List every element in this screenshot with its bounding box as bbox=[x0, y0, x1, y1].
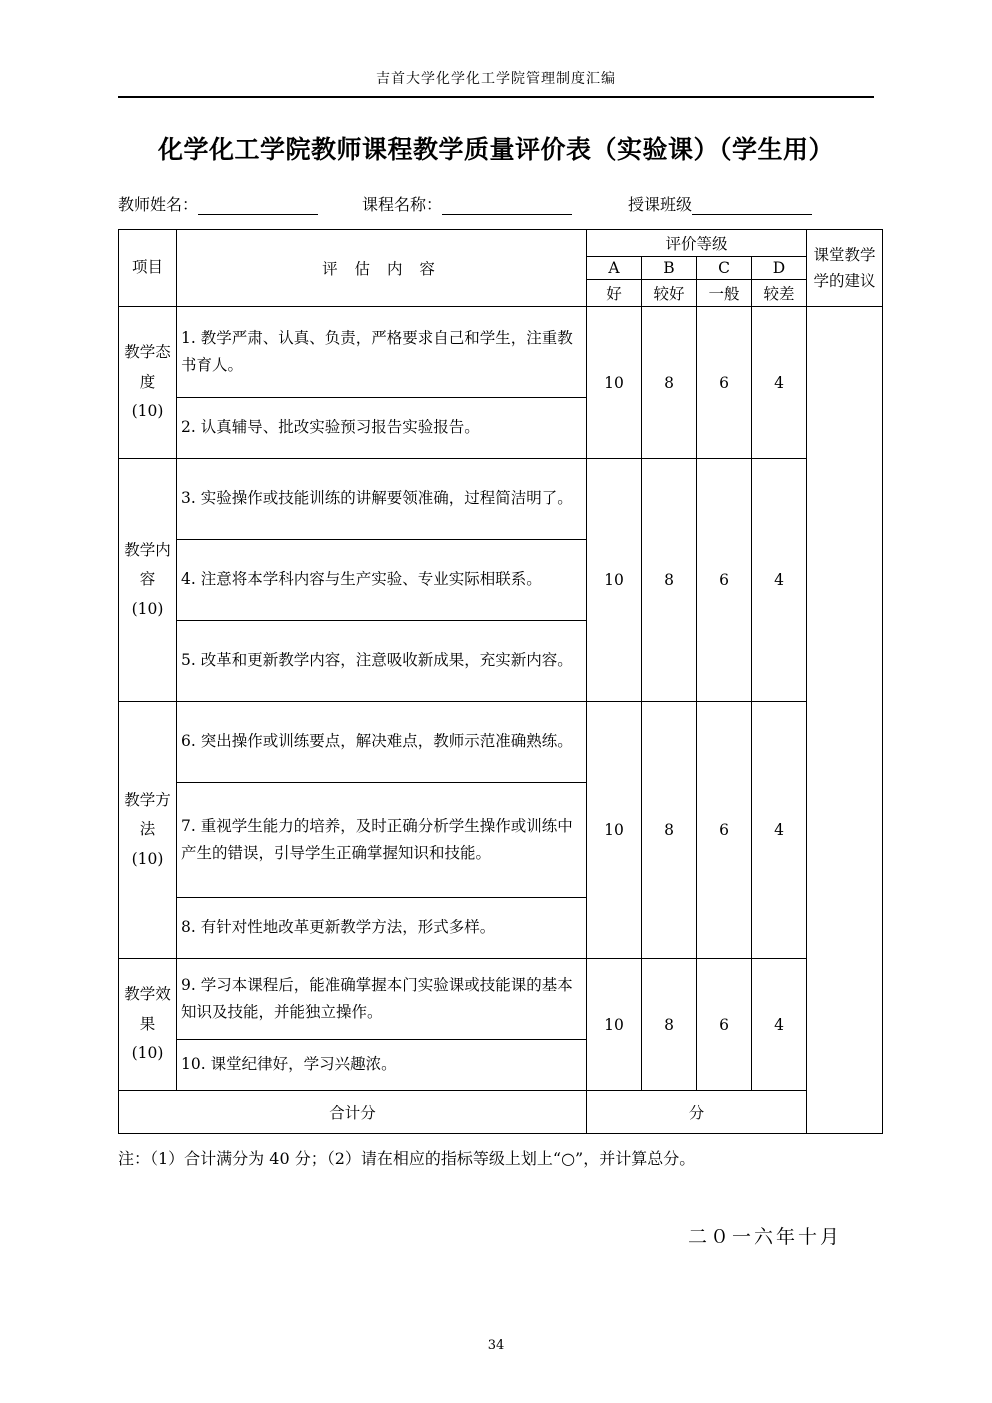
criterion-6: 6. 突出操作或训练要点，解决难点，教师示范准确熟练。 bbox=[177, 702, 587, 783]
score-4-b[interactable]: 8 bbox=[642, 959, 697, 1091]
header-word-c: 一般 bbox=[697, 280, 752, 307]
class-label: 授课班级 bbox=[628, 195, 693, 214]
header-grade-a: A bbox=[587, 257, 642, 280]
section-weight-2: (10) bbox=[131, 599, 164, 618]
score-3-d[interactable]: 4 bbox=[752, 702, 807, 959]
section-label-1 bbox=[119, 307, 177, 459]
form-note: 注：（1）合计满分为 40 分；（2）请在相应的指标等级上划上“○”，并计算总分。 bbox=[118, 1149, 696, 1168]
score-4-a[interactable]: 10 bbox=[587, 959, 642, 1091]
score-3-b[interactable]: 8 bbox=[642, 702, 697, 959]
teacher-name-blank[interactable] bbox=[198, 199, 318, 215]
header-grade-group: 评价等级 bbox=[587, 230, 807, 257]
criterion-5: 5. 改革和更新教学内容，注意吸收新成果，充实新内容。 bbox=[177, 621, 587, 702]
score-2-b[interactable]: 8 bbox=[642, 459, 697, 702]
criterion-3: 3. 实验操作或技能训练的讲解要领准确，过程简洁明了。 bbox=[177, 459, 587, 540]
header-grade-d: D bbox=[752, 257, 807, 280]
section-label-4 bbox=[119, 959, 177, 1091]
total-row bbox=[119, 1091, 883, 1134]
score-1-a[interactable]: 10 bbox=[587, 307, 642, 459]
section-weight-1: (10) bbox=[131, 402, 164, 421]
header-item: 项目 bbox=[119, 230, 177, 307]
header-content: 评 估 内 容 bbox=[177, 230, 587, 307]
header-word-a: 好 bbox=[587, 280, 642, 307]
date-signature: 二０一六年十月 bbox=[687, 1225, 842, 1248]
advice-input-cell[interactable] bbox=[807, 307, 883, 1134]
header-grade-b: B bbox=[642, 257, 697, 280]
criterion-7: 7. 重视学生能力的培养，及时正确分析学生操作或训练中产生的错误，引导学生正确掌握知识和技能。 bbox=[177, 783, 587, 898]
header-word-b: 较好 bbox=[642, 280, 697, 307]
table-row bbox=[119, 702, 883, 783]
teacher-name-label: 教师姓名： bbox=[118, 195, 199, 214]
page-number: 34 bbox=[487, 1338, 505, 1353]
section-name-2: 教学内容 bbox=[124, 540, 171, 589]
header-word-d: 较差 bbox=[752, 280, 807, 307]
course-name-field[interactable] bbox=[362, 192, 572, 215]
class-field[interactable] bbox=[628, 192, 812, 215]
table-header-row-1 bbox=[119, 230, 883, 257]
section-name-1: 教学态度 bbox=[124, 343, 171, 391]
form-meta-row bbox=[118, 192, 874, 215]
section-name-4: 教学效果 bbox=[124, 985, 171, 1033]
course-name-label: 课程名称： bbox=[362, 195, 443, 214]
score-2-a[interactable]: 10 bbox=[587, 459, 642, 702]
class-blank[interactable] bbox=[692, 199, 812, 215]
score-3-c[interactable]: 6 bbox=[697, 702, 752, 959]
section-weight-3: (10) bbox=[131, 849, 164, 868]
criterion-4: 4. 注意将本学科内容与生产实验、专业实际相联系。 bbox=[177, 540, 587, 621]
teacher-name-field[interactable] bbox=[118, 192, 318, 215]
table-row bbox=[119, 959, 883, 1040]
header-rule bbox=[118, 96, 874, 98]
total-label: 合计分 bbox=[119, 1091, 587, 1134]
score-1-d[interactable]: 4 bbox=[752, 307, 807, 459]
score-2-c[interactable]: 6 bbox=[697, 459, 752, 702]
score-1-b[interactable]: 8 bbox=[642, 307, 697, 459]
table-row bbox=[119, 459, 883, 540]
header-grade-c: C bbox=[697, 257, 752, 280]
section-label-3 bbox=[119, 702, 177, 959]
running-head: 吉首大学化学化工学院管理制度汇编 bbox=[376, 71, 616, 87]
score-4-c[interactable]: 6 bbox=[697, 959, 752, 1091]
course-name-blank[interactable] bbox=[442, 199, 572, 215]
evaluation-table bbox=[118, 229, 883, 1134]
header-advice: 课堂教学学的建议 bbox=[807, 230, 883, 307]
criterion-9: 9. 学习本课程后，能准确掌握本门实验课或技能课的基本知识及技能，并能独立操作。 bbox=[177, 959, 587, 1040]
score-4-d[interactable]: 4 bbox=[752, 959, 807, 1091]
score-2-d[interactable]: 4 bbox=[752, 459, 807, 702]
page-title: 化学化工学院教师课程教学质量评价表（实验课）（学生用） bbox=[157, 135, 834, 164]
total-value[interactable]: 分 bbox=[587, 1091, 807, 1134]
criterion-2: 2. 认真辅导、批改实验预习报告实验报告。 bbox=[177, 398, 587, 459]
section-name-3: 教学方法 bbox=[124, 790, 171, 839]
table-row bbox=[119, 307, 883, 398]
criterion-8: 8. 有针对性地改革更新教学方法，形式多样。 bbox=[177, 898, 587, 959]
criterion-1: 1. 教学严肃、认真、负责，严格要求自己和学生，注重教书育人。 bbox=[177, 307, 587, 398]
criterion-10: 10. 课堂纪律好，学习兴趣浓。 bbox=[177, 1040, 587, 1091]
score-3-a[interactable]: 10 bbox=[587, 702, 642, 959]
score-1-c[interactable]: 6 bbox=[697, 307, 752, 459]
section-label-2 bbox=[119, 459, 177, 702]
section-weight-4: (10) bbox=[131, 1044, 164, 1063]
